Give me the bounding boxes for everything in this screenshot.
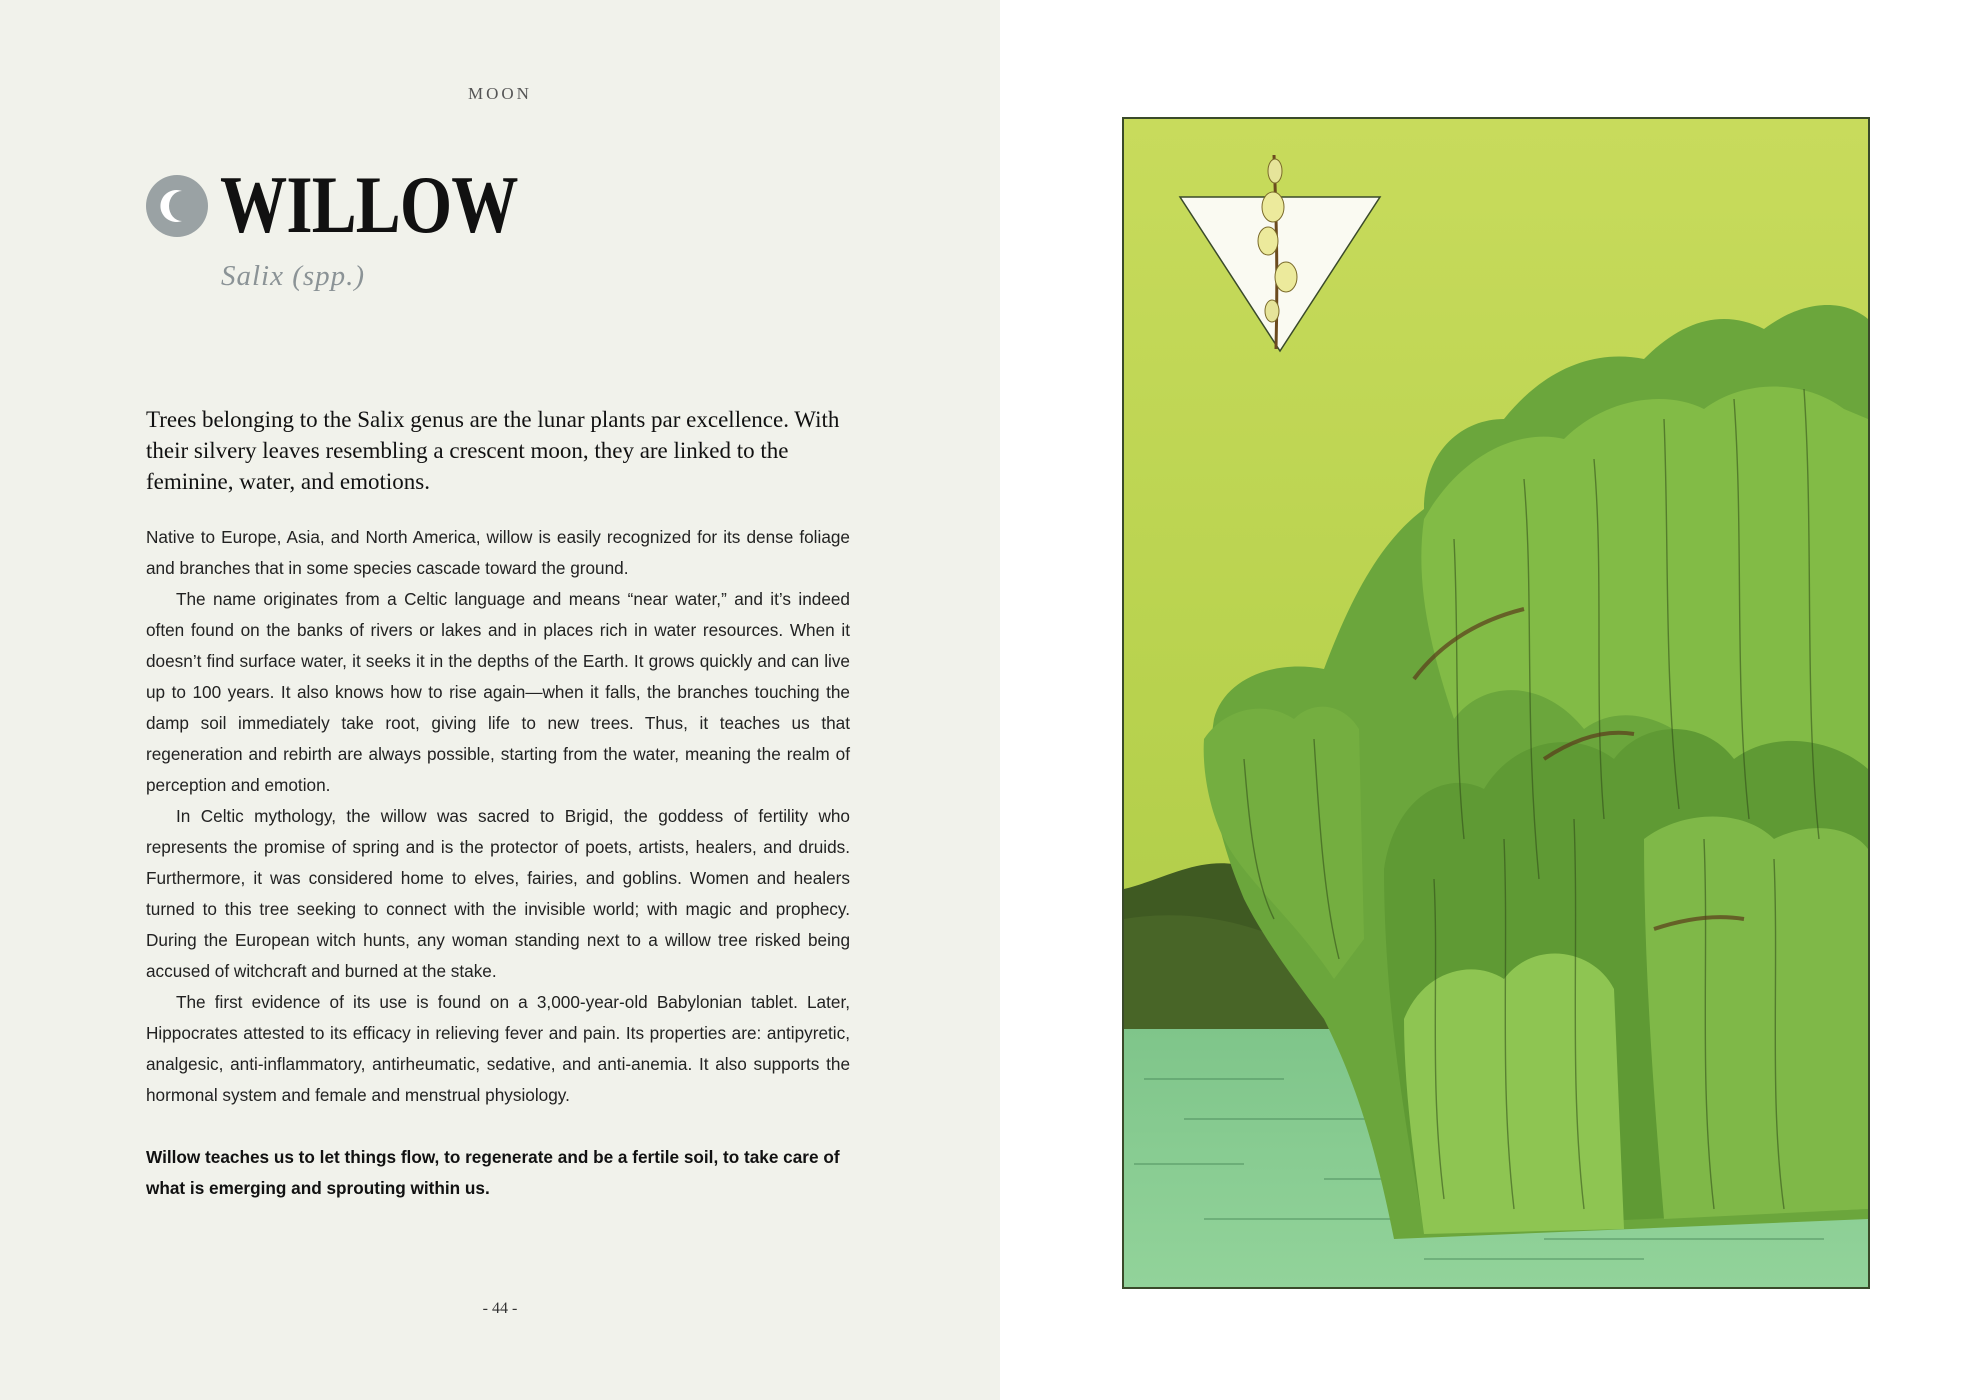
body-paragraph: The first evidence of its use is found on a 3,000-year-old Babylonian tablet. Later, Hippocrates attested to its efficacy in relieving fever and pain. Its properties are: antipyretic, analgesic, anti-inflammatory, antirheumatic, sedative, and anti-anemia. It also supports the hormonal system and female and menstrual physiology. (146, 992, 850, 1105)
lead-paragraph: Trees belonging to the Salix genus are the lunar plants par excellence. With their silvery leaves resembling a crescent moon, they are linked to the feminine, water, and emotions. (146, 407, 840, 494)
section-label: MOON (468, 84, 532, 103)
crescent-moon-icon (146, 175, 208, 237)
page-number: - 44 - (482, 1300, 518, 1317)
body-paragraph: In Celtic mythology, the willow was sacred to Brigid, the goddess of fertility who represents the promise of spring and is the protector of poets, artists, healers, and druids. Furthermore, it was considered home to elves, fairies, and goblins. Women and healers turned to this tree seeking to connect with the invisible world; with magic and prophecy. During the European witch hunts, any woman standing next to a willow tree risked being accused of witchcraft and burned at the stake. (146, 806, 850, 981)
entry-title: WILLOW (220, 159, 518, 250)
latin-name: Salix (spp.) (221, 260, 366, 292)
body-text (146, 522, 850, 1111)
body-paragraph: The name originates from a Celtic language and means “near water,” and it’s indeed often found on the banks of rivers or lakes and in places rich in water resources. When it doesn’t find surface water, it seeks it in the depths of the Earth. It grows quickly and can live up to 100 years. It also knows how to rise again—when it falls, the branches touching the damp soil immediately take root, giving life to new trees. Thus, it teaches us that regeneration and rebirth are always possible, starting from the water, meaning the realm of perception and emotion. (146, 589, 850, 795)
willow-illustration (1122, 117, 1870, 1289)
body-paragraph: Native to Europe, Asia, and North America, willow is easily recognized for its dense foliage and branches that in some species cascade toward the ground. (146, 527, 850, 578)
closing-statement: Willow teaches us to let things flow, to regenerate and be a fertile soil, to take care of what is emerging and sprouting within us. (146, 1147, 840, 1198)
